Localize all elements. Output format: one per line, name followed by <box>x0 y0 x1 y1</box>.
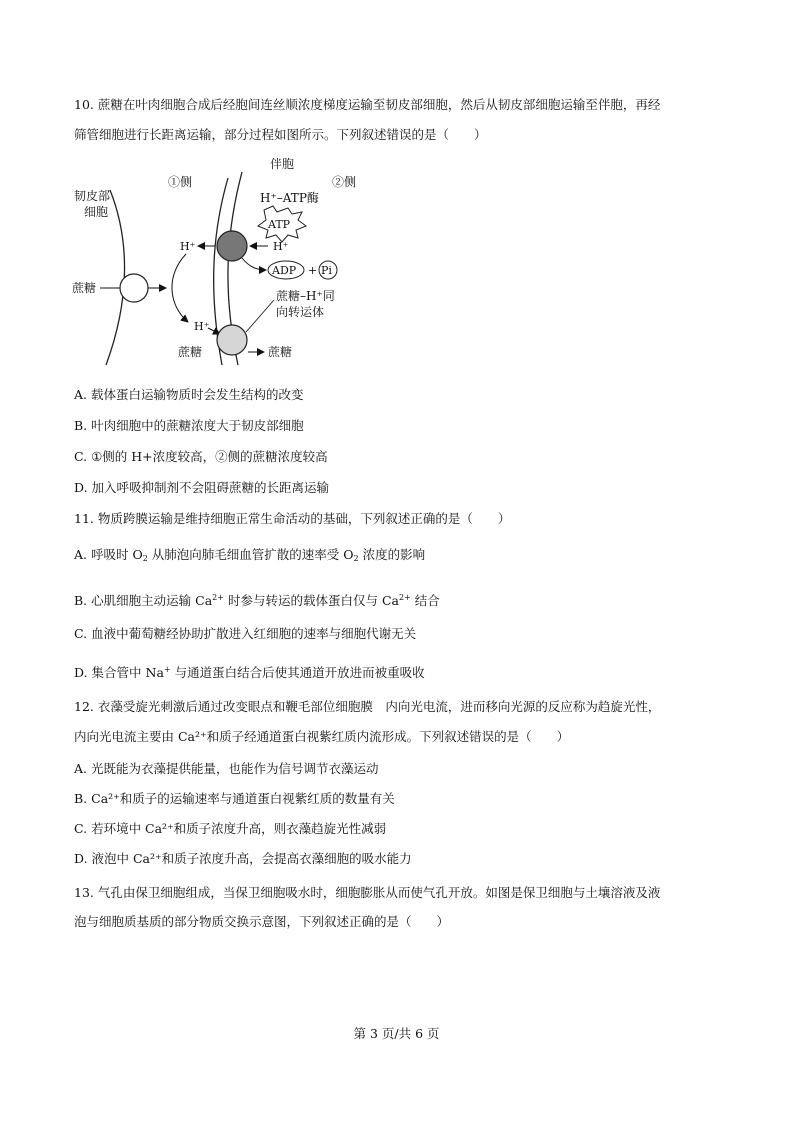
q12-option-d: D. 液泡中 Ca²⁺和质子浓度升高，会提高衣藻细胞的吸水能力 <box>74 851 412 866</box>
q11-option-a <box>74 546 425 568</box>
ca-formula: $Ca^{2+}$ <box>381 593 411 608</box>
q12-option-a: A. 光既能为衣藻提供能量，也能作为信号调节衣藻运动 <box>74 761 379 776</box>
q11-option-b <box>74 589 440 610</box>
h-right-label: H⁺ <box>273 240 289 253</box>
q11-option-d <box>74 661 425 682</box>
q12-option-c: C. 若环境中 Ca²⁺和质子浓度升高，则衣藻趋旋光性减弱 <box>74 821 387 836</box>
q12-option-b: B. Ca²⁺和质子的运输速率与通道蛋白视紫红质的数量有关 <box>74 791 395 806</box>
atpase-label: H⁺–ATP酶 <box>260 191 319 205</box>
phloem-label-line1: 韧皮部 <box>74 189 111 203</box>
o2-formula: $O_2$ <box>132 547 148 563</box>
q11-option-c: C. 血液中葡萄糖经协助扩散进入红细胞的速率与细胞代谢无关 <box>74 626 417 641</box>
sucrose-transport-diagram <box>70 150 370 370</box>
q13-stem-line1: 13. 气孔由保卫细胞组成，当保卫细胞吸水时，细胞膨胀从而使气孔开放。如图是保卫细胞与土壤溶液及液 <box>74 885 661 900</box>
q11-option-a-post: 浓度的影响 <box>362 547 426 562</box>
q11-option-d-post: 与通道蛋白结合后使其通道开放进而被重吸收 <box>174 665 425 680</box>
page-footer: 第 3 页/共 6 页 <box>353 1026 440 1041</box>
side2-label: ②侧 <box>332 175 357 189</box>
sucrose-left-label: 蔗糖 <box>72 281 97 295</box>
q12-stem-line2: 内向光电流主要由 Ca²⁺和质子经通道蛋白视紫红质内流形成。下列叙述错误的是（ ） <box>74 729 570 744</box>
q11-option-b-mid: 时参与转运的载体蛋白仅与 <box>227 593 378 608</box>
q12-stem-line1: 12. 衣藻受旋光刺激后通过改变眼点和鞭毛部位细胞膜 内向光电流，进而移向光源的反应称为趋旋光性， <box>74 699 661 714</box>
q11-option-d-pre: D. 集合管中 <box>74 665 142 680</box>
side1-label: ①侧 <box>168 175 193 189</box>
q13-stem-line2: 泡与细胞质基质的部分物质交换示意图，下列叙述正确的是（ ） <box>74 914 450 929</box>
companion-cell-label: 伴胞 <box>270 157 295 171</box>
atp-label: ATP <box>268 218 291 231</box>
atpase-pump-icon <box>217 231 247 261</box>
pi-label: Pi <box>321 264 332 277</box>
ca-formula: $Ca^{2+}$ <box>195 593 224 608</box>
plus-label: + <box>308 264 318 277</box>
sucrose-bottom-left-label: 蔗糖 <box>178 345 203 359</box>
o2-formula: $O_2$ <box>343 547 359 563</box>
q10-stem-line2: 筛管细胞进行长距离运输，部分过程如图所示。下列叙述错误的是（ ） <box>74 127 487 142</box>
phloem-label-line2: 细胞 <box>84 205 109 219</box>
phloem-sucrose-transporter-icon <box>120 274 148 302</box>
phloem-cell-membrane <box>106 190 125 365</box>
q10-option-d: D. 加入呼吸抑制剂不会阻碍蔗糖的长距离运输 <box>74 480 330 495</box>
q10-stem-line1: 10. 蔗糖在叶肉细胞合成后经胞间连丝顺浓度梯度运输至韧皮部细胞，然后从韧皮部细胞运输至伴胞，再经 <box>74 97 661 112</box>
q10-option-a: A. 载体蛋白运输物质时会发生结构的改变 <box>74 387 304 402</box>
q10-option-c: C. ①侧的 H+浓度较高，②侧的蔗糖浓度较高 <box>74 449 328 464</box>
q10-option-b: B. 叶肉细胞中的蔗糖浓度大于韧皮部细胞 <box>74 418 304 433</box>
q11-option-b-pre: B. 心肌细胞主动运输 <box>74 593 192 608</box>
na-formula: Na+ <box>145 665 171 680</box>
sucrose-h-symporter-icon <box>217 325 247 355</box>
q11-option-a-pre: A. 呼吸时 <box>74 547 129 562</box>
sucrose-bottom-right-label: 蔗糖 <box>268 345 293 359</box>
q11-stem: 11. 物质跨膜运输是维持细胞正常生命活动的基础，下列叙述正确的是（ ） <box>74 511 511 526</box>
symporter-label-line1: 蔗糖–H⁺同 <box>276 289 335 303</box>
symporter-label-line2: 向转运体 <box>276 305 325 319</box>
adp-label: ADP <box>272 264 297 277</box>
h-bottom-label: H⁺ <box>194 320 210 333</box>
q11-option-b-post: 结合 <box>414 593 440 608</box>
q11-option-a-mid: 从肺泡向肺毛细血管扩散的速率受 <box>151 547 340 562</box>
h-left-label: H⁺ <box>180 240 196 253</box>
